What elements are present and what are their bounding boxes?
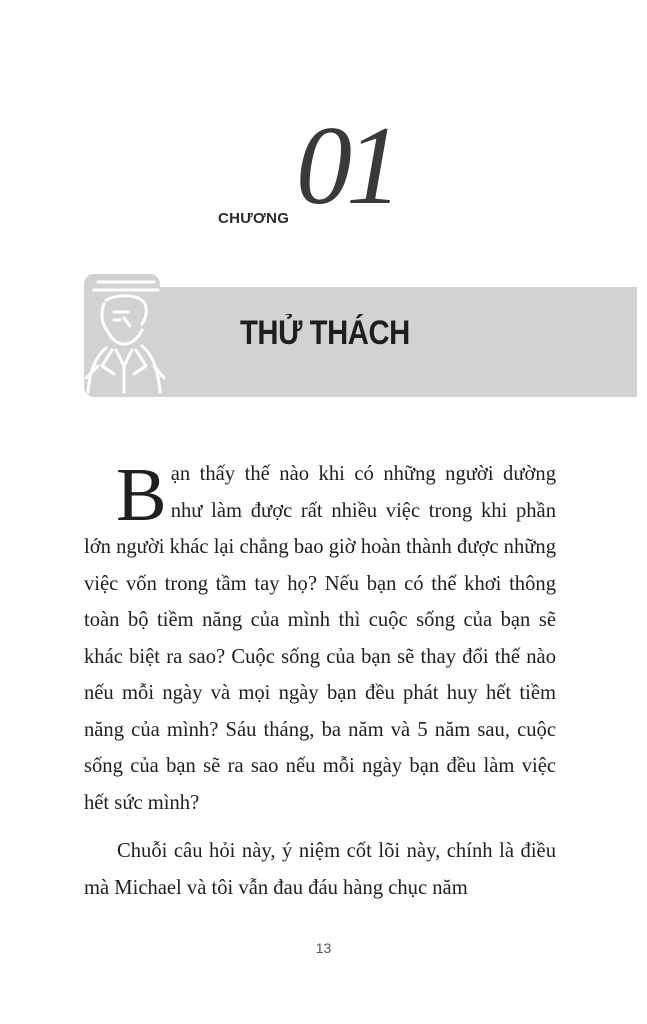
page-number: 13 xyxy=(315,940,332,956)
man-portrait-icon xyxy=(84,274,170,397)
chapter-label: CHƯƠNG xyxy=(218,210,290,227)
paragraph-2: Chuỗi câu hỏi này, ý niệm cốt lõi này, chính là điều mà Michael và tôi vẫn đau đáu hàng chục năm xyxy=(84,840,556,899)
chapter-header xyxy=(0,0,647,240)
paragraph-1-text: ạn thấy thế nào khi có những người dường như làm được rất nhiều việc trong khi phần lớn người khác lại chẳng bao giờ hoàn thành được những việc vốn trong tầm tay họ? Nếu bạn có thể khơi thông toàn bộ tiềm năng của mình thì cuộc sống của bạn sẽ khác biệt ra sao? Cuộc sống của bạn sẽ thay đổi thế nào nếu mỗi ngày và mọi ngày bạn đều phát huy hết tiềm năng của mình? Sáu tháng, ba năm và 5 năm sau, cuộc sống của bạn sẽ ra sao nếu mỗi ngày bạn đều làm việc hết sức mình? xyxy=(84,463,556,814)
drop-cap: B xyxy=(116,453,167,537)
chapter-number: 01 xyxy=(296,104,396,228)
body-text xyxy=(84,453,556,906)
paragraph-1 xyxy=(84,453,556,821)
chapter-title: THỬ THÁCH xyxy=(240,314,410,352)
